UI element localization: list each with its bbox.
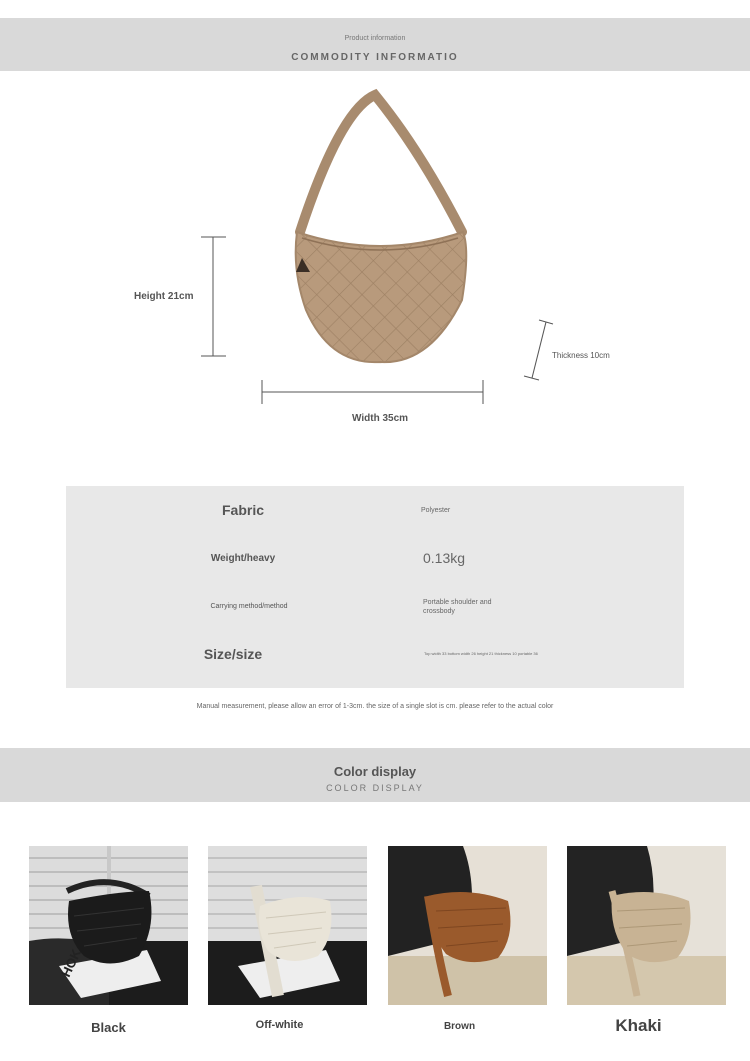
spec-key-carrying: Carrying method/method <box>210 603 288 610</box>
width-label: Width 35cm <box>352 413 409 424</box>
header-title: COMMODITY INFORMATIO <box>291 52 459 63</box>
color-label-off-white[interactable]: Off-white <box>255 1019 304 1031</box>
measurement-note: Manual measurement, please allow an error of 1-3cm. the size of a single slot is cm. please refer to the actual color <box>196 703 554 710</box>
color-label-khaki[interactable]: Khaki <box>615 1016 662 1035</box>
commodity-information-header <box>0 18 750 71</box>
bag-body <box>296 232 467 362</box>
height-label: Height 21cm <box>134 291 194 302</box>
color-display-header <box>0 748 750 802</box>
color-photo-off-white <box>208 846 367 1005</box>
spec-table <box>66 486 684 688</box>
spec-key-size: Size/size <box>203 646 263 662</box>
color-photo-khaki <box>567 846 726 1005</box>
width-dimension-line <box>262 380 483 404</box>
spec-value-carrying: Portable shoulder and crossbody <box>423 599 492 615</box>
color-photo-black <box>29 846 188 1005</box>
spec-key-weight: Weight/heavy <box>210 553 276 564</box>
color-photo-brown <box>388 846 547 1005</box>
header-subtitle: Product information <box>344 35 406 42</box>
spec-value-fabric: Polyester <box>421 507 451 514</box>
book-text: HOK <box>58 946 84 980</box>
spec-value-size: Top width 33 bottom width 26 height 21 thickness 10 portable 36 <box>424 651 538 656</box>
bag-strap <box>300 95 462 232</box>
height-dimension-line <box>201 237 226 356</box>
color-label-black[interactable]: Black <box>91 1020 126 1035</box>
spec-value-weight: 0.13kg <box>423 550 466 566</box>
spec-key-fabric: Fabric <box>221 502 264 518</box>
thickness-dimension-line <box>524 320 553 380</box>
bag-dimension-diagram <box>0 80 750 440</box>
color-display-title: Color display <box>333 764 417 779</box>
thickness-label: Thickness 10cm <box>552 351 610 360</box>
color-display-subtitle: COLOR DISPLAY <box>326 783 424 793</box>
color-label-brown[interactable]: Brown <box>443 1021 476 1032</box>
